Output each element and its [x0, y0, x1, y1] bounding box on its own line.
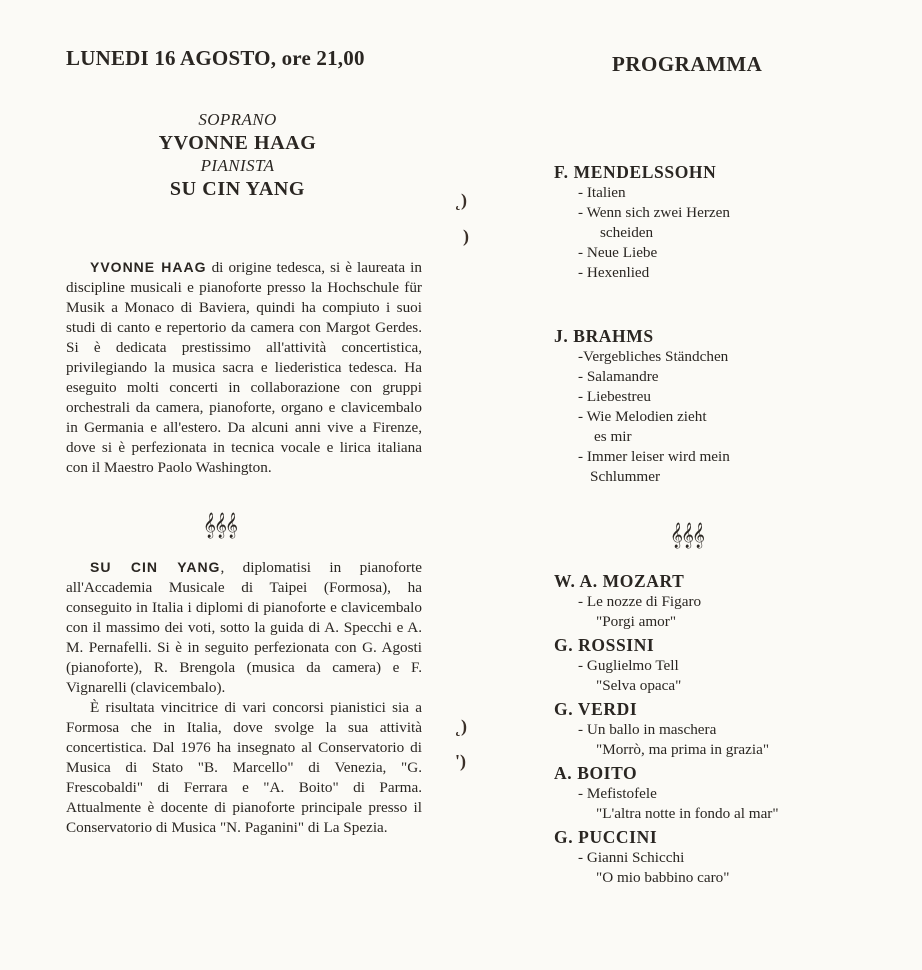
work-item: Schlummer: [590, 468, 661, 485]
program-boito: [554, 762, 874, 824]
biography-yang-paragraph-1: [66, 557, 422, 698]
work-item: - Le nozze di Figaro: [578, 593, 702, 610]
work-item: "Porgi amor": [596, 613, 677, 630]
work-item: - Un ballo in maschera: [578, 721, 717, 738]
program-verdi: [554, 698, 874, 760]
margin-mark: ˛): [455, 190, 467, 210]
work-item: - Immer leiser wird mein: [578, 448, 730, 465]
composer-name: G. PUCCINI: [554, 827, 658, 847]
composer-name: J. BRAHMS: [554, 326, 654, 346]
biography-haag-paragraph: [66, 257, 422, 478]
role-soprano: SOPRANO: [198, 110, 277, 129]
work-item: -Vergebliches Ständchen: [578, 348, 729, 365]
work-list: [554, 347, 874, 487]
composer-name: G. VERDI: [554, 699, 638, 719]
biography-yang-paragraph-2: È risultata vincitrice di vari concorsi pianistici sia a Formosa che in Italia, dove svolge la sua attività concertistica. Dal 1976 ha insegnato al Conservatorio di Musica di Stato "B. Marcello" di Venezia, "G. Frescobaldi" di Ferrara e "A. Boito" di Parma. Attualmente è docente di pianoforte principale presso il Conservatorio di Musica "N. Paganini" di La Spezia.: [66, 699, 422, 836]
biography-haag-text: di origine tedesca, si è laureata in discipline musicali e pianoforte presso la Hochschule für Musik a Monaco di Baviera, quindi ha compiuto i suoi studi di canto e repertorio da camera con Margot Gerdes. Si è dedicata prestissimo all'attività concertistica, privilegiando la musica sacra e liederistica tedesca. Ha eseguito molti concerti in collaborazione con gruppi orchestrali da camera, pianoforte, organo e clavicembalo in Germania e all'estero. Da alcuni anni vive a Firenze, dove si è perfezionata in tecnica vocale e lirica italiana con il Maestro Paolo Washington.: [66, 259, 422, 476]
work-item: - Hexenlied: [578, 264, 650, 281]
treble-clef-ornament-right: 𝄞𝄞𝄞: [670, 522, 704, 547]
work-item: - Guglielmo Tell: [578, 657, 679, 674]
work-item: - Liebestreu: [578, 388, 651, 405]
composer-name: W. A. MOZART: [554, 571, 685, 591]
role-pianist: PIANISTA: [200, 156, 275, 175]
work-list: [554, 720, 874, 760]
biography-haag: [66, 257, 422, 478]
margin-mark: '): [455, 751, 466, 771]
program-mendelssohn: [554, 161, 874, 283]
work-list: [554, 848, 874, 888]
work-item: es mir: [594, 428, 632, 445]
work-item: - Italien: [578, 184, 626, 201]
program-rossini: [554, 634, 874, 696]
program-heading: PROGRAMMA: [612, 52, 763, 76]
work-list: [554, 784, 874, 824]
program-puccini: [554, 826, 874, 888]
treble-clef-ornament-left: 𝄞𝄞𝄞: [203, 512, 237, 537]
concert-date-heading: LUNEDI 16 AGOSTO, ore 21,00: [66, 46, 365, 70]
performers-block: [100, 110, 375, 202]
work-item: "O mio babbino caro": [596, 869, 730, 886]
work-item: "Morrò, ma prima in grazia": [596, 741, 770, 758]
composer-name: A. BOITO: [554, 763, 638, 783]
work-item: scheiden: [600, 224, 654, 241]
work-item: "Selva opaca": [596, 677, 682, 694]
work-item: - Gianni Schicchi: [578, 849, 685, 866]
performer-name-1: YVONNE HAAG: [158, 132, 317, 154]
biography-yang-text: , diplomatisi in pianoforte all'Accademia Musicale di Taipei (Formosa), ha conseguito in Italia i diplomi di pianoforte e clavicembalo con il massimo dei voti, sotto la guida di A. Specchi e A. M. Pernafelli. Si è in seguito perfezionata con G. Agosti (pianoforte), R. Brengola (musica da camera) e F. Vignarelli (clavicembalo).: [66, 559, 422, 696]
biography-yang-lead: SU CIN YANG: [90, 559, 221, 575]
work-list: [554, 592, 874, 632]
margin-mark: ): [463, 226, 469, 246]
biography-haag-lead: YVONNE HAAG: [90, 259, 207, 275]
work-item: - Salamandre: [578, 368, 659, 385]
work-item: - Neue Liebe: [578, 244, 658, 261]
composer-name: F. MENDELSSOHN: [554, 162, 717, 182]
work-item: "L'altra notte in fondo al mar": [596, 805, 779, 822]
work-item: - Mefistofele: [578, 785, 657, 802]
margin-mark: ˛): [455, 716, 467, 736]
performer-name-2: SU CIN YANG: [169, 178, 306, 200]
program-brahms: [554, 325, 874, 487]
work-item: - Wie Melodien zieht: [578, 408, 707, 425]
biography-yang: [66, 557, 422, 838]
work-list: [554, 656, 874, 696]
composer-name: G. ROSSINI: [554, 635, 655, 655]
program-mozart: [554, 570, 874, 632]
work-list: [554, 183, 874, 283]
work-item: - Wenn sich zwei Herzen: [578, 204, 730, 221]
